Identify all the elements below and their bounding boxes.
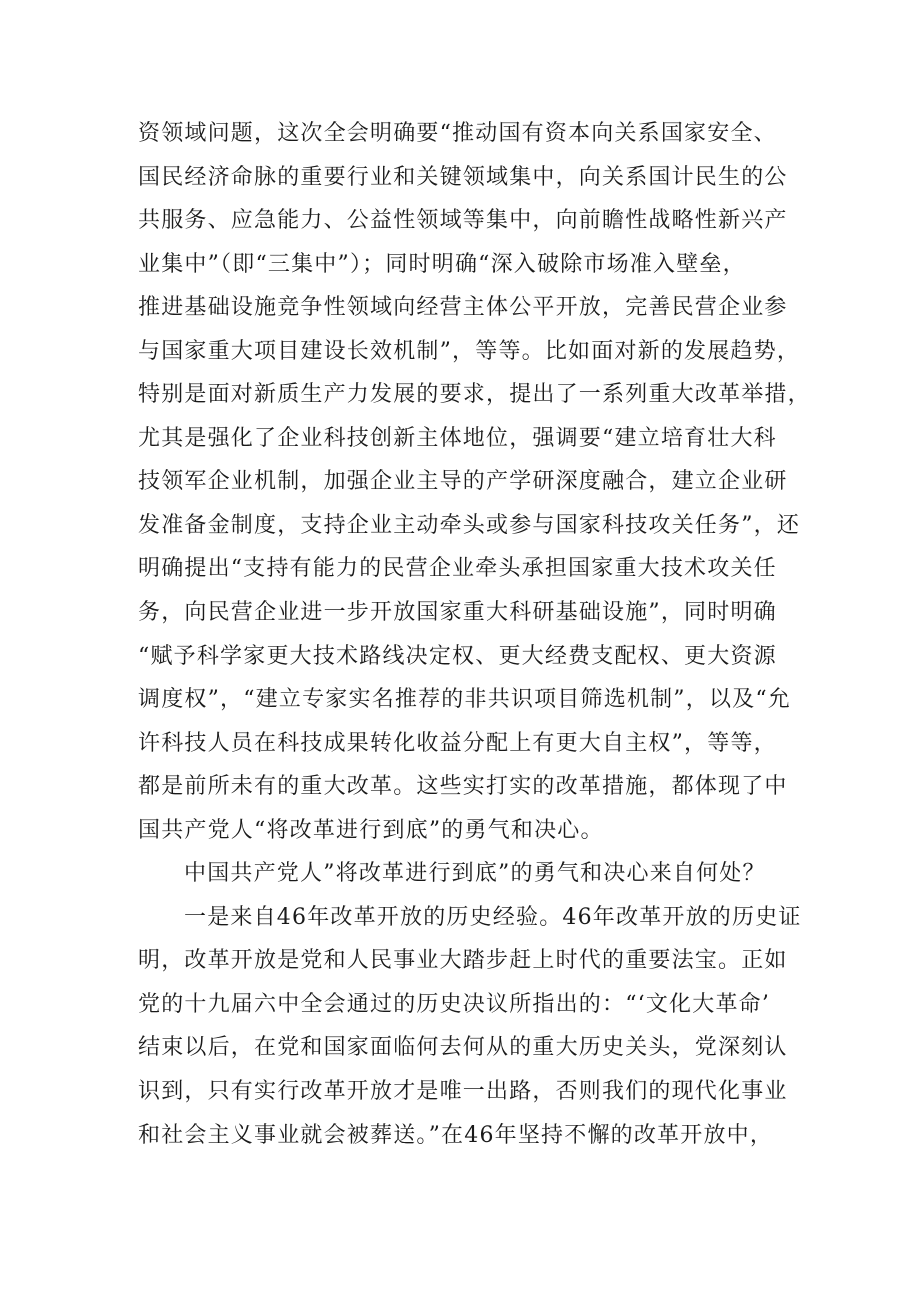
text-line: 发准备金制度，支持企业主动牵头或参与国家科技攻关任务”，还 — [138, 512, 801, 538]
document-body — [138, 112, 811, 1157]
text-line: 尤其是强化了企业科技创新主体地位，强调要“建立培育壮大科 — [138, 425, 777, 451]
text-line: 调度权”，“建立专家实名推荐的非共识项目筛选机制”，以及“允 — [138, 687, 791, 713]
text-line: 明，改革开放是党和人民事业大踏步赶上时代的重要法宝。正如 — [138, 948, 788, 974]
text-line: 明确提出“支持有能力的民营企业牵头承担国家重大技术攻关任 — [138, 556, 777, 582]
text-line: 共服务、应急能力、公益性领域等集中，向前瞻性战略性新兴产 — [138, 208, 788, 234]
text-line: 技领军企业机制，加强企业主导的产学研深度融合，建立企业研 — [138, 469, 788, 495]
question-line: 中国共产党人”将改革进行到底”的勇气和决心来自何处？ — [184, 861, 766, 887]
text-line: 与国家重大项目建设长效机制”，等等。比如面对新的发展趋势， — [138, 338, 801, 364]
paragraph-start-line: 一是来自46年改革开放的历史经验。46年改革开放的历史证 — [184, 904, 802, 930]
text-line: 国民经济命脉的重要行业和关键领域集中，向关系国计民生的公 — [138, 164, 788, 190]
text-line: 务，向民营企业进一步开放国家重大科研基础设施”，同时明确 — [138, 600, 777, 626]
text-line: “赋予科学家更大技术路线决定权、更大经费支配权、更大资源 — [138, 643, 777, 669]
text-line: 和社会主义事业就会被葬送。”在46年坚持不懈的改革开放中， — [138, 1122, 774, 1148]
text-line: 识到，只有实行改革开放才是唯一出路，否则我们的现代化事业 — [138, 1079, 788, 1105]
text-line: 业集中”（即“三集中”）；同时明确“深入破除市场准入壁垒， — [138, 251, 746, 277]
text-line: 推进基础设施竞争性领域向经营主体公平开放，完善民营企业参 — [138, 295, 788, 321]
text-line: 结束以后，在党和国家面临何去何从的重大历史关头，党深刻认 — [138, 1035, 788, 1061]
text-line: 都是前所未有的重大改革。这些实打实的改革措施，都体现了中 — [138, 774, 788, 800]
text-line: 许科技人员在科技成果转化收益分配上有更大自主权”，等等， — [138, 730, 777, 756]
text-line: 国共产党人“将改革进行到底”的勇气和决心。 — [138, 817, 604, 843]
text-line: 资领域问题，这次全会明确要“推动国有资本向关系国家安全、 — [138, 121, 777, 146]
text-line: 党的十九届六中全会通过的历史决议所指出的：“‘文化大革命’ — [138, 991, 771, 1017]
text-line: 特别是面对新质生产力发展的要求，提出了一系列重大改革举措， — [138, 382, 811, 408]
